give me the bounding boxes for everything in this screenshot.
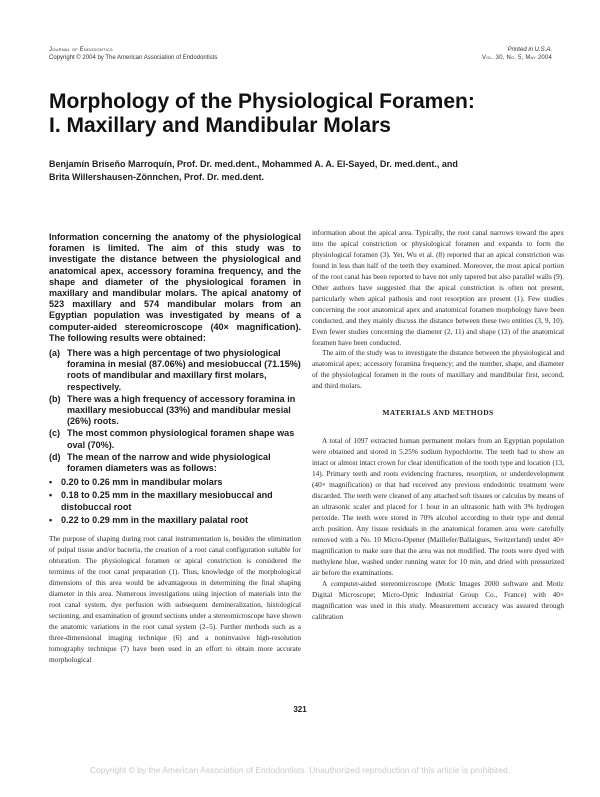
- right-column-body: [312, 228, 564, 622]
- result-text: The most common physiological foramen shape was oval (70%).: [67, 428, 295, 450]
- journal-name: Journal of Endodontics: [49, 47, 113, 53]
- introduction-body: [49, 534, 301, 665]
- running-header-left: [49, 46, 217, 62]
- list-item: [49, 394, 301, 428]
- paragraph: information about the apical area. Typically, the root canal narrows toward the apex into the apical constriction or physiological foramen and expands to form the physiological foramen (3). Yet, Wu et al. (8) reported that an apical constriction was found in less than half of the teeth they examined. Moreover, the most apical portion of the root canal has been reported to have not only tapered but also parallel walls (9). Other authors have suggested that the apical constriction is often not present, particularly when apical pathosis and root resorption are present (1). Few studies concerning the root anatomical apex and anatomical foramen morphology have been conducted, and they mainly discuss the distance between these two entities (3, 9, 10). Even fewer studies concerning the diameter (2, 11) and shape (12) of the anatomical foramen have been conducted.: [312, 228, 564, 347]
- list-item: [49, 515, 301, 526]
- header-copyright: Copyright © 2004 by The American Association of Endodontists: [49, 55, 218, 61]
- paragraph: A computer-aided stereomicroscope (Motic Images 2000 software and Motic Digital Microscope; Micro-Optic Industrial Group Co., France) with 40× magnification was used in this study. Measurement accuracy was assured through calibration: [312, 578, 564, 621]
- title-line-2: I. Maxillary and Mandibular Molars: [49, 114, 391, 137]
- left-column: [49, 232, 301, 666]
- result-label: (a): [49, 348, 61, 359]
- intro-paragraph: The purpose of shaping during root canal instrumentation is, besides the elimination of pulpal tissue and/or bacteria, the creation of a root canal configuration suitable for obturation. The physiological foramen or apical constriction is considered the terminus of the root canal preparation (1). Thus, knowledge of the morphological dimensions of this area would be advantageous in determining the final shaping diameter in this area. Numerous investigations using injection of materials into the root canal system, dye perfusion with subsequent demineralization, histological sectioning, and examination of ground sections under a stereomicroscope have shown the anatomic variations in the root canal system (2–5). Further methods such as a three-dimensional imaging technique (6) and a noninvasive high-resolution tomography technique (7) have been used in an effort to obtain more accurate morphological: [49, 534, 301, 664]
- list-item: [49, 477, 301, 488]
- volume-issue: Vol. 30, No. 5, May 2004: [482, 55, 552, 61]
- authors-line-1: Benjamín Briseño Marroquín, Prof. Dr. med.dent., Mohammed A. A. El-Sayed, Dr. med.dent., and: [49, 159, 458, 169]
- paragraph: The aim of the study was to investigate the distance between the physiological and anatomical apex; accessory foramina frequency; and the number, shape, and diameter of the physiological foramen in the roots of maxillary and mandibular first, second, and third molars.: [312, 348, 564, 391]
- diameter-bullet-list: [49, 477, 301, 526]
- bullet-text: 0.18 to 0.25 mm in the maxillary mesiobuccal and distobuccal root: [61, 490, 273, 512]
- result-text: The mean of the narrow and wide physiological foramen diameters was as follows:: [67, 451, 271, 474]
- abstract-intro: Information concerning the anatomy of the physiological foramen is limited. The aim of this study was to investigate the distance between the physiological and anatomical apex, accessory foramina frequency, and the shape and diameter of the physiological foramen in maxillary and mandibular molars. The apical anatomy of 523 maxillary and 574 mandibular molars from an Egyptian population was investigated by means of a computer-aided stereomicroscope (40× magnification). The following results were obtained:: [49, 232, 301, 343]
- section-heading: MATERIALS AND METHODS: [382, 408, 494, 418]
- bullet-text: 0.20 to 0.26 mm in mandibular molars: [61, 477, 223, 488]
- result-label: (c): [49, 428, 61, 439]
- copyright-footer: Copyright © by the American Association of Endodontists. Unauthorized reproduction of this article is prohibited.: [89, 765, 511, 775]
- list-item: [49, 428, 301, 450]
- bullet-icon: •: [49, 477, 53, 488]
- author-list: [49, 158, 554, 184]
- right-column: [312, 228, 564, 622]
- result-label: (d): [49, 451, 61, 462]
- title-line-1: Morphology of the Physiological Foramen:: [49, 90, 475, 113]
- bullet-icon: •: [49, 514, 53, 525]
- result-text: There was a high frequency of accessory foramina in maxillary mesiobuccal (33%) and mandibular mesial (26%) roots.: [67, 393, 296, 427]
- bullet-icon: •: [49, 490, 53, 501]
- article-title: [49, 90, 549, 138]
- abstract-results-list: [49, 348, 301, 474]
- page-number: 321: [293, 705, 307, 714]
- paragraph: A total of 1097 extracted human permanent molars from an Egyptian population were obtained and stored in 5.25% sodium hypochlorite. The teeth had to show an intact or almost intact crown for clear identification of the tooth type and location (13, 14). Primary teeth and roots evidencing fractures, resorption, or underdevelopment (40× magnification) or that had received any previous endodontic treatment were discarded. The teeth were cleaned of any attached soft tissues or calculus by means of an ultrasonic scaler and placed for 1 hour in an ultrasonic bath with 3% hydrogen peroxide. The teeth were stored in 70% alcohol according to their type and dental arch position. Any tissue residuals in the anatomical foramen area were carefully removed with a No. 10 Micro-Opener (Maillefer/Ballaigues, Switzerland) under 40× magnification to make sure that the area was not modified. The roots were dyed with methylene blue, washed under running water for 10 min, and dried with pressurized air before the examinations.: [312, 436, 564, 577]
- printed-in: Printed in U.S.A.: [507, 47, 552, 53]
- authors-line-2: Brita Willershausen-Zönnchen, Prof. Dr. med.dent.: [49, 172, 264, 182]
- result-text: There was a high percentage of two physiological foramina in mesial (87.06%) and mesiobuccal (71.15%) roots of mandibular and maxillary first molars, respectively.: [67, 348, 301, 392]
- list-item: [49, 452, 301, 474]
- list-item: [49, 490, 301, 512]
- running-header-right: [482, 46, 552, 62]
- list-item: [49, 348, 301, 393]
- result-label: (b): [49, 393, 61, 404]
- abstract: [49, 232, 301, 526]
- bullet-text: 0.22 to 0.29 mm in the maxillary palatal root: [61, 514, 249, 525]
